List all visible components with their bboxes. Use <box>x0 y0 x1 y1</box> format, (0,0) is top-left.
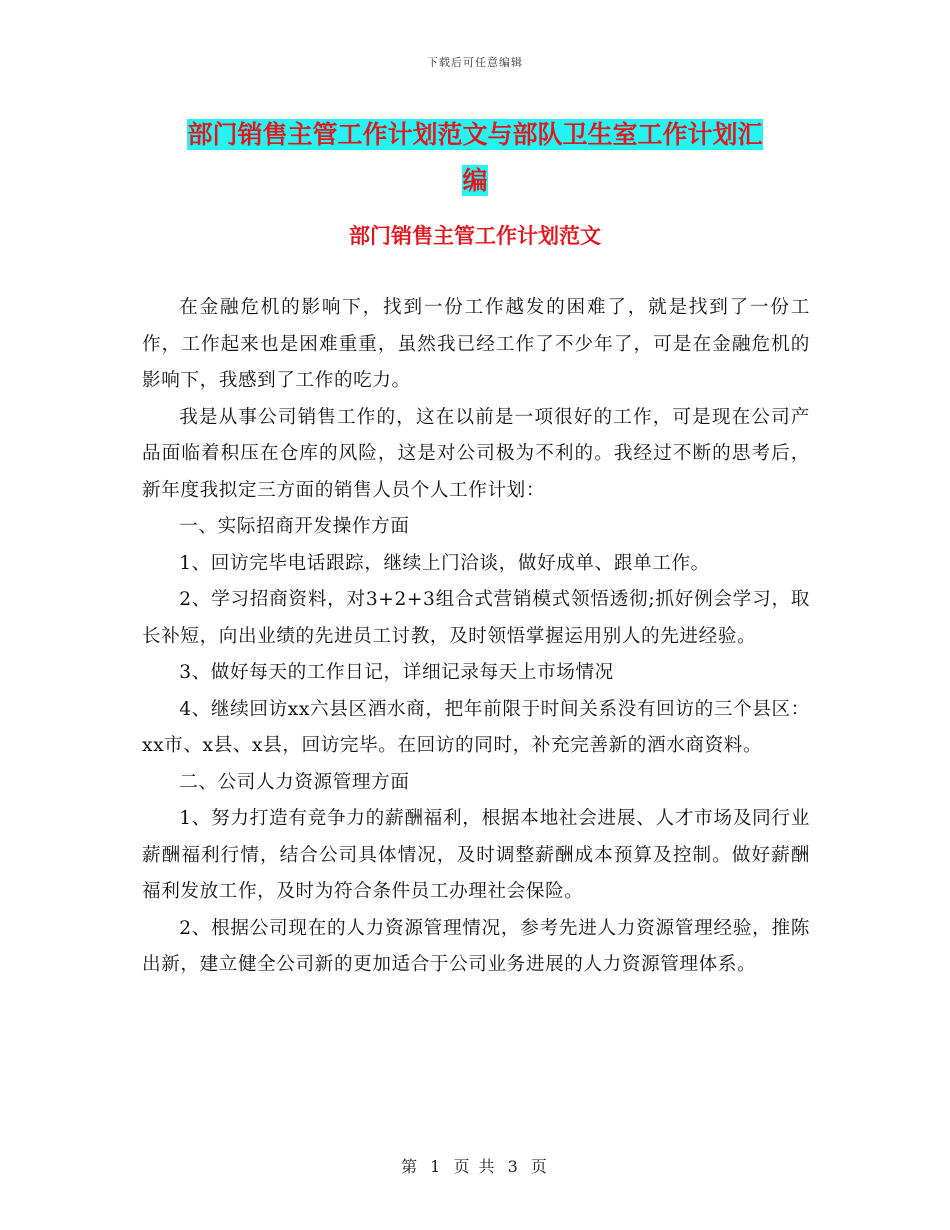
footer-suffix: 页 <box>530 1157 549 1176</box>
footer-middle: 页 共 <box>453 1157 497 1176</box>
document-title-line-2: 编 <box>462 166 488 195</box>
footer-prefix: 第 <box>401 1157 420 1176</box>
header-note: 下载后可任意编辑 <box>427 56 523 69</box>
document-title-line-1: 部门销售主管工作计划范文与部队卫生室工作计划汇 <box>187 120 763 149</box>
list-item: 1、努力打造有竞争力的薪酬福利，根据本地社会进展、人才市场及同行业薪酬福利行情，结合公司具体情况，及时调整薪酬成本预算及控制。做好薪酬福利发放工作，及时为符合条件员工办理社会保险。 <box>142 808 810 902</box>
list-item: 1、回访完毕电话跟踪，继续上门洽谈，做好成单、跟单工作。 <box>179 552 710 574</box>
list-item: 3、做好每天的工作日记，详细记录每天上市场情况 <box>179 662 614 683</box>
list-item: 2、学习招商资料，对3+2+3组合式营销模式领悟透彻;抓好例会学习，取长补短，向出业绩的先进员工讨教，及时领悟掌握运用别人的先进经验。 <box>142 589 810 647</box>
section-heading: 二、公司人力资源管理方面 <box>179 771 410 793</box>
document-body <box>142 290 810 984</box>
paragraph: 我是从事公司销售工作的，这在以前是一项很好的工作，可是现在公司产品面临着积压在仓库的风险，这是对公司极为不利的。我经过不断的思考后，新年度我拟定三方面的销售人员个人工作计划： <box>142 406 810 501</box>
paragraph: 在金融危机的影响下，找到一份工作越发的困难了，就是找到了一份工作，工作起来也是困难重重，虽然我已经工作了不少年了，可是在金融危机的影响下，我感到了工作的吃力。 <box>142 297 810 391</box>
footer-total-pages: 3 <box>507 1157 520 1176</box>
footer-page-number: 1 <box>430 1157 443 1176</box>
section-title: 部门销售主管工作计划范文 <box>349 223 601 248</box>
section-heading: 一、实际招商开发操作方面 <box>179 516 410 537</box>
page-footer <box>0 1154 950 1177</box>
list-item: 2、根据公司现在的人力资源管理情况，参考先进人力资源管理经验，推陈出新，建立健全公司新的更加适合于公司业务进展的人力资源管理体系。 <box>142 917 810 975</box>
list-item: 4、继续回访xx六县区酒水商，把年前限于时间关系没有回访的三个县区：xx市、x县、x县，回访完毕。在回访的同时，补充完善新的酒水商资料。 <box>142 698 810 756</box>
document-title <box>140 112 810 204</box>
